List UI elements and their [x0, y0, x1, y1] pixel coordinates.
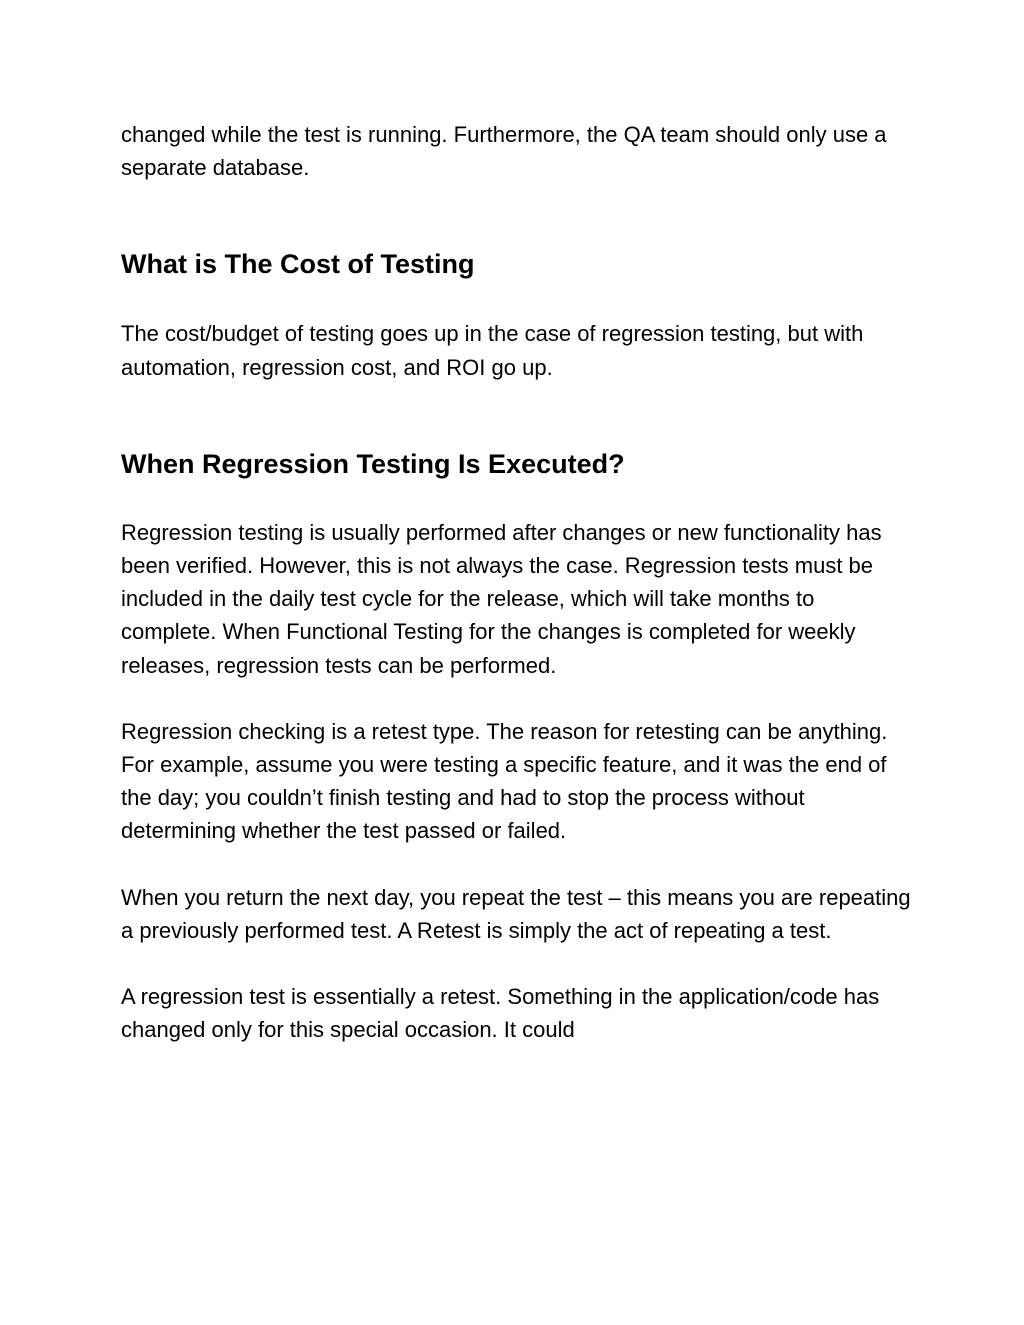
paragraph-when-regression-3: When you return the next day, you repeat the test – this means you are repeating a previously performed test. A Retest is simply the act of repeating a test. — [121, 884, 911, 943]
paragraph-when-regression-2: Regression checking is a retest type. The reason for retesting can be anything. For example, assume you were testing a specific feature, and it was the end of the day; you couldn’t finish testing and had to stop the process without determining whether the test passed or failed. — [121, 718, 888, 844]
paragraph-cost-of-testing: The cost/budget of testing goes up in the case of regression testing, but with automation, regression cost, and ROI go up. — [121, 321, 864, 380]
section-heading-cost-of-testing: What is The Cost of Testing — [121, 249, 475, 280]
paragraph-when-regression-4: A regression test is essentially a retest. Something in the application/code has changed only for this special occasion. It could — [121, 984, 880, 1043]
paragraph-when-regression-1: Regression testing is usually performed after changes or new functionality has been verified. However, this is not always the case. Regression tests must be included in the daily test cycle for the release, which will take months to complete. When Functional Testing for the changes is completed for weekly releases, regression tests can be performed. — [121, 519, 882, 678]
intro-paragraph: changed while the test is running. Furthermore, the QA team should only use a separate database. — [121, 122, 887, 181]
document-page — [121, 118, 911, 1046]
section-heading-when-regression-testing: When Regression Testing Is Executed? — [121, 448, 625, 479]
